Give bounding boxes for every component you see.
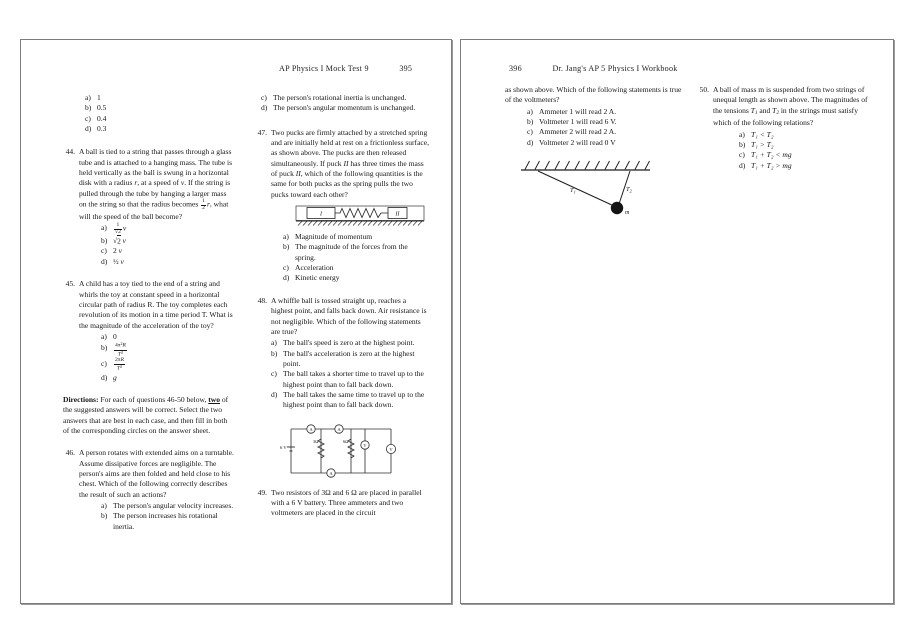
choice-label: c) [283, 263, 289, 273]
choice-label: d) [261, 103, 268, 113]
choice-text: Acceleration [295, 263, 334, 273]
choice-label: d) [271, 389, 278, 399]
running-head-right [509, 64, 678, 73]
choice-text: Magnitude of momentum [295, 232, 373, 242]
label-t1: $T_1$ [570, 187, 576, 195]
choice-label: b) [283, 242, 290, 252]
choice-text: The person's angular momentum is unchanged. [273, 103, 416, 113]
circuit-svg [273, 423, 413, 485]
choice-item[interactable] [101, 501, 234, 511]
choice-item[interactable] [271, 369, 429, 390]
question-46-stem: A person rotates with extended aims on a turntable. Assume dissipative forces are negligible. The person's aims are then folded and held close to his chest. Which of the following correctly describes the result of such an actions? [79, 448, 234, 499]
choice-text: 2 v [113, 246, 123, 256]
q50-stem-part1: A ball of mass m is suspended from two strings of unequal length as shown above. The magnitudes of the tensions [713, 85, 868, 115]
choice-label: c) [739, 150, 745, 160]
choice-label: c) [101, 359, 107, 369]
choice-item[interactable] [739, 140, 878, 150]
question-50 [693, 85, 878, 171]
puck-right-label: II [395, 211, 400, 218]
choice-label: d) [283, 273, 290, 283]
left-page-column-a [59, 92, 234, 532]
question-49-choices [505, 107, 685, 148]
choice-item[interactable] [283, 232, 429, 242]
ball-two-strings-svg [515, 156, 680, 228]
q45b-fraction: $\frac{4\pi^2R}{T^2}$ [115, 342, 126, 358]
choice-item[interactable] [739, 150, 878, 160]
ball-two-strings-diagram [515, 156, 680, 228]
choice-label: a) [527, 106, 533, 116]
suspended-ball [611, 202, 623, 214]
question-44 [59, 147, 234, 267]
choice-text: The person's rotational inertia is unchanged. [273, 93, 407, 102]
choice-label: a) [101, 223, 107, 233]
page-right-content [461, 40, 893, 603]
string-t1 [538, 171, 614, 206]
choice-item[interactable] [527, 127, 685, 137]
puck-left-label: I [320, 211, 322, 218]
choice-item[interactable] [283, 273, 429, 283]
directions-text-1: For each of questions 46-50 below, [98, 395, 209, 405]
pucks-spring-diagram [295, 205, 425, 229]
choice-label: b) [739, 139, 746, 149]
q44-radius-symbol: r [134, 178, 138, 188]
q47-stem-part3: , which of the following quantities is the same for both pucks as the spring pulls the two pucks toward each other? [271, 169, 423, 199]
question-49 [251, 488, 429, 519]
q47-stem-part1: Two pucks are firmly attached by a stretched spring and are initially held at rest on a frictionless surface, as shown above. The pucks are then released simultaneously. If puck [271, 127, 430, 168]
choice-item[interactable] [101, 511, 234, 532]
choice-text: Ammeter 2 will read 2 A. [539, 127, 617, 137]
running-head-right-title: Dr. Jang's AP 5 Physics I Workbook [552, 64, 678, 73]
choice-text: 0.3 [97, 124, 107, 134]
choice-item[interactable] [527, 117, 685, 127]
battery-label: 6 V [280, 444, 287, 450]
choice-text: The person increases his rotational inertia. [113, 511, 218, 531]
page-left[interactable] [20, 39, 452, 604]
choice-text: The ball's speed is zero at the highest point. [283, 338, 415, 348]
question-50-choices [713, 130, 878, 171]
question-49-continued-stem: as shown above. Which of the following statements is true of the voltmeters? [505, 85, 682, 105]
q47-stem-part2: has three times the mass of puck [271, 158, 424, 179]
choice-item[interactable] [101, 236, 234, 246]
choice-label: d) [527, 137, 534, 147]
choice-text: 0.5 [97, 103, 107, 113]
choice-label: d) [101, 372, 108, 382]
right-page-column-b [693, 85, 878, 171]
question-45-stem: A child has a toy tied to the end of a string and whirls the toy at constant speed in a horizontal circular path of radius R. The toy completes each revolution of its motion in a time period T. What is the magnitude of the acceleration of the toy? [79, 279, 233, 330]
choice-label: d) [101, 256, 108, 266]
choice-label: a) [271, 338, 277, 348]
choice-label: b) [271, 348, 278, 358]
q44-radius-symbol-2: r [206, 199, 210, 209]
orphan-choices-list [59, 93, 234, 134]
q50-t2-symbol: $T_2$ [772, 105, 779, 116]
question-45-number: 45. [65, 279, 75, 289]
question-50-stem [713, 85, 878, 129]
choice-label: a) [739, 129, 745, 139]
choice-text: The ball takes a shorter time to travel up to the highest point than to fall back down. [283, 369, 424, 389]
choice-text: The person's angular velocity increases. [113, 501, 234, 511]
choice-text: 1 [97, 93, 101, 102]
choice-label: b) [101, 511, 108, 521]
choice-text: T₁ + T₂ > mg [751, 160, 792, 170]
right-page-column-a [505, 85, 685, 228]
page-left-content [21, 40, 451, 603]
q44-stem-part3: . If the string is pulled through the tube by hanging a larger mass on the string so that the radius becomes [79, 178, 231, 209]
question-45-choices [79, 332, 234, 383]
choice-label: b) [85, 103, 92, 113]
choice-label: b) [101, 236, 108, 246]
question-47-stem [271, 128, 429, 200]
question-48-choices [271, 338, 429, 410]
choice-item[interactable] [271, 349, 429, 370]
q47-puck-two-label: II [295, 169, 301, 179]
question-46-choices-continued [251, 93, 429, 114]
choice-label: c) [101, 246, 107, 256]
choice-item[interactable] [101, 373, 234, 383]
q44-stem-part1: A ball is tied to a string that passes through a glass tube and is attached to a hanging mass. The tube is held vertically as the ball is swung in a horizontal disk with a radius [79, 147, 233, 188]
choice-item[interactable] [85, 93, 234, 103]
q44-stem-part2: , at a speed of [137, 178, 181, 188]
choice-text: 0 [113, 331, 117, 341]
question-50-number: 50. [699, 85, 709, 94]
choice-item[interactable] [101, 257, 234, 267]
directions-lead: Directions: [63, 395, 99, 405]
question-46-choices [79, 501, 234, 532]
q47-puck-one-label: II [343, 158, 349, 168]
choice-item[interactable] [271, 338, 429, 348]
question-46 [59, 448, 234, 532]
choice-label: d) [85, 124, 92, 134]
choice-item[interactable] [85, 103, 234, 113]
choice-item[interactable] [527, 107, 685, 117]
choice-item[interactable] [101, 332, 234, 342]
choice-label: b) [527, 117, 534, 127]
choice-item[interactable] [527, 138, 685, 148]
question-48 [251, 296, 429, 411]
ceiling-hatch [525, 161, 650, 169]
directions-block [59, 395, 234, 436]
question-44-number: 44. [65, 147, 75, 157]
choice-text: g [113, 372, 117, 382]
label-mass: m [625, 210, 630, 217]
question-46-number: 46. [65, 448, 75, 458]
directions-text-2: of the suggested answers will be correct. Select the two answers that are best in each case, and then fill in both of the corresponding circles on the answer sheet. [63, 395, 229, 436]
parallel-resistor-circuit-diagram [273, 423, 413, 485]
choice-item[interactable] [739, 130, 878, 140]
svg-text:A: A [329, 470, 333, 476]
choice-label: b) [101, 343, 108, 353]
question-47 [251, 128, 429, 284]
label-t2: $T_2$ [626, 186, 632, 194]
choice-text: T₁ + T₂ < mg [751, 150, 792, 160]
question-45 [59, 279, 234, 383]
question-48-number: 48. [257, 295, 267, 305]
directions-emphasis: two [208, 395, 221, 405]
choice-label: c) [261, 93, 267, 102]
folio-right: 396 [509, 64, 522, 73]
choice-label: c) [527, 127, 533, 137]
q44a-fraction: $\frac{1}{√2}$ [115, 222, 121, 236]
question-44-choices [79, 223, 234, 267]
choice-item[interactable] [85, 114, 234, 124]
page-right[interactable] [460, 39, 894, 604]
choice-text: T₁ < T₂ [751, 129, 774, 139]
q44-half-fraction: $\frac{1}{2}$ [202, 198, 205, 212]
question-47-choices [271, 232, 429, 284]
q50-t1-symbol: $T_1$ [750, 105, 758, 116]
choice-item[interactable] [261, 103, 429, 113]
q44-speed-symbol: v [180, 178, 185, 188]
choice-text: ½ v [113, 256, 124, 266]
choice-text: The ball takes the same time to travel up to the highest point than to fall back down. [283, 389, 425, 410]
choice-label: a) [101, 331, 107, 341]
choice-item[interactable] [101, 358, 234, 372]
q50-stem-part2: in the strings must satisfy which of the following relations? [713, 105, 858, 128]
choice-item[interactable] [85, 124, 234, 134]
choice-label: a) [101, 501, 107, 511]
choice-text: 0.4 [97, 113, 107, 123]
q50-conjunction: and [757, 105, 773, 115]
choice-item[interactable] [261, 93, 429, 103]
choice-text: T₁ > T₂ [751, 139, 774, 149]
choice-label: a) [283, 232, 289, 242]
question-47-number: 47. [257, 127, 267, 137]
choice-text: Ammeter 1 will read 2 A. [539, 106, 617, 116]
question-49-number: 49. [257, 487, 267, 497]
choice-item[interactable] [101, 342, 234, 358]
svg-text:V: V [389, 446, 393, 452]
choice-item[interactable] [283, 263, 429, 273]
question-49-stem: Two resistors of 3Ω and 6 Ω are placed in parallel with a 6 V battery. Three ammeters and two voltmeters are placed in the circuit [271, 487, 422, 518]
choice-item[interactable] [283, 242, 429, 263]
q45c-fraction: $\frac{2\pi R}{T^2}$ [115, 357, 125, 372]
svg-text:A: A [309, 426, 313, 432]
choice-label: c) [271, 369, 277, 379]
choice-text: Kinetic energy [295, 273, 340, 283]
choice-item[interactable] [739, 161, 878, 171]
left-page-column-b [251, 92, 429, 519]
choice-text: The magnitude of the forces from the spring. [295, 242, 408, 262]
pucks-spring-svg [295, 205, 425, 229]
choice-label: d) [739, 160, 746, 170]
question-44-stem [79, 147, 234, 222]
choice-item[interactable] [271, 390, 429, 411]
running-head-left-title: AP Physics I Mock Test 9 [279, 64, 369, 73]
choice-text: The ball's acceleration is zero at the highest point. [283, 348, 415, 368]
svg-text:A: A [337, 426, 341, 432]
choice-item[interactable] [101, 246, 234, 256]
folio-left: 395 [399, 64, 413, 73]
question-48-stem: A whiffle ball is tossed straight up, reaches a highest point, and falls back down. Air resistance is not negligible. Which of the following statements are true? [271, 295, 427, 336]
resistor-label-6-ohm: 6Ω [343, 438, 349, 444]
svg-text:V: V [363, 442, 367, 448]
choice-text: Voltmeter 1 will read 6 V. [539, 117, 617, 127]
choice-text: Voltmeter 2 will read 0 V [539, 137, 616, 147]
running-head-left [279, 64, 412, 73]
spring-coil [335, 209, 388, 218]
resistor-label-3-ohm: 3Ω [313, 438, 319, 444]
choice-text: √2 v [113, 236, 126, 246]
q44-stem-part4: , what will the speed of the ball become? [79, 199, 229, 221]
choice-label: a) [85, 93, 91, 102]
choice-label: c) [85, 113, 91, 123]
choice-text: v [122, 223, 127, 233]
